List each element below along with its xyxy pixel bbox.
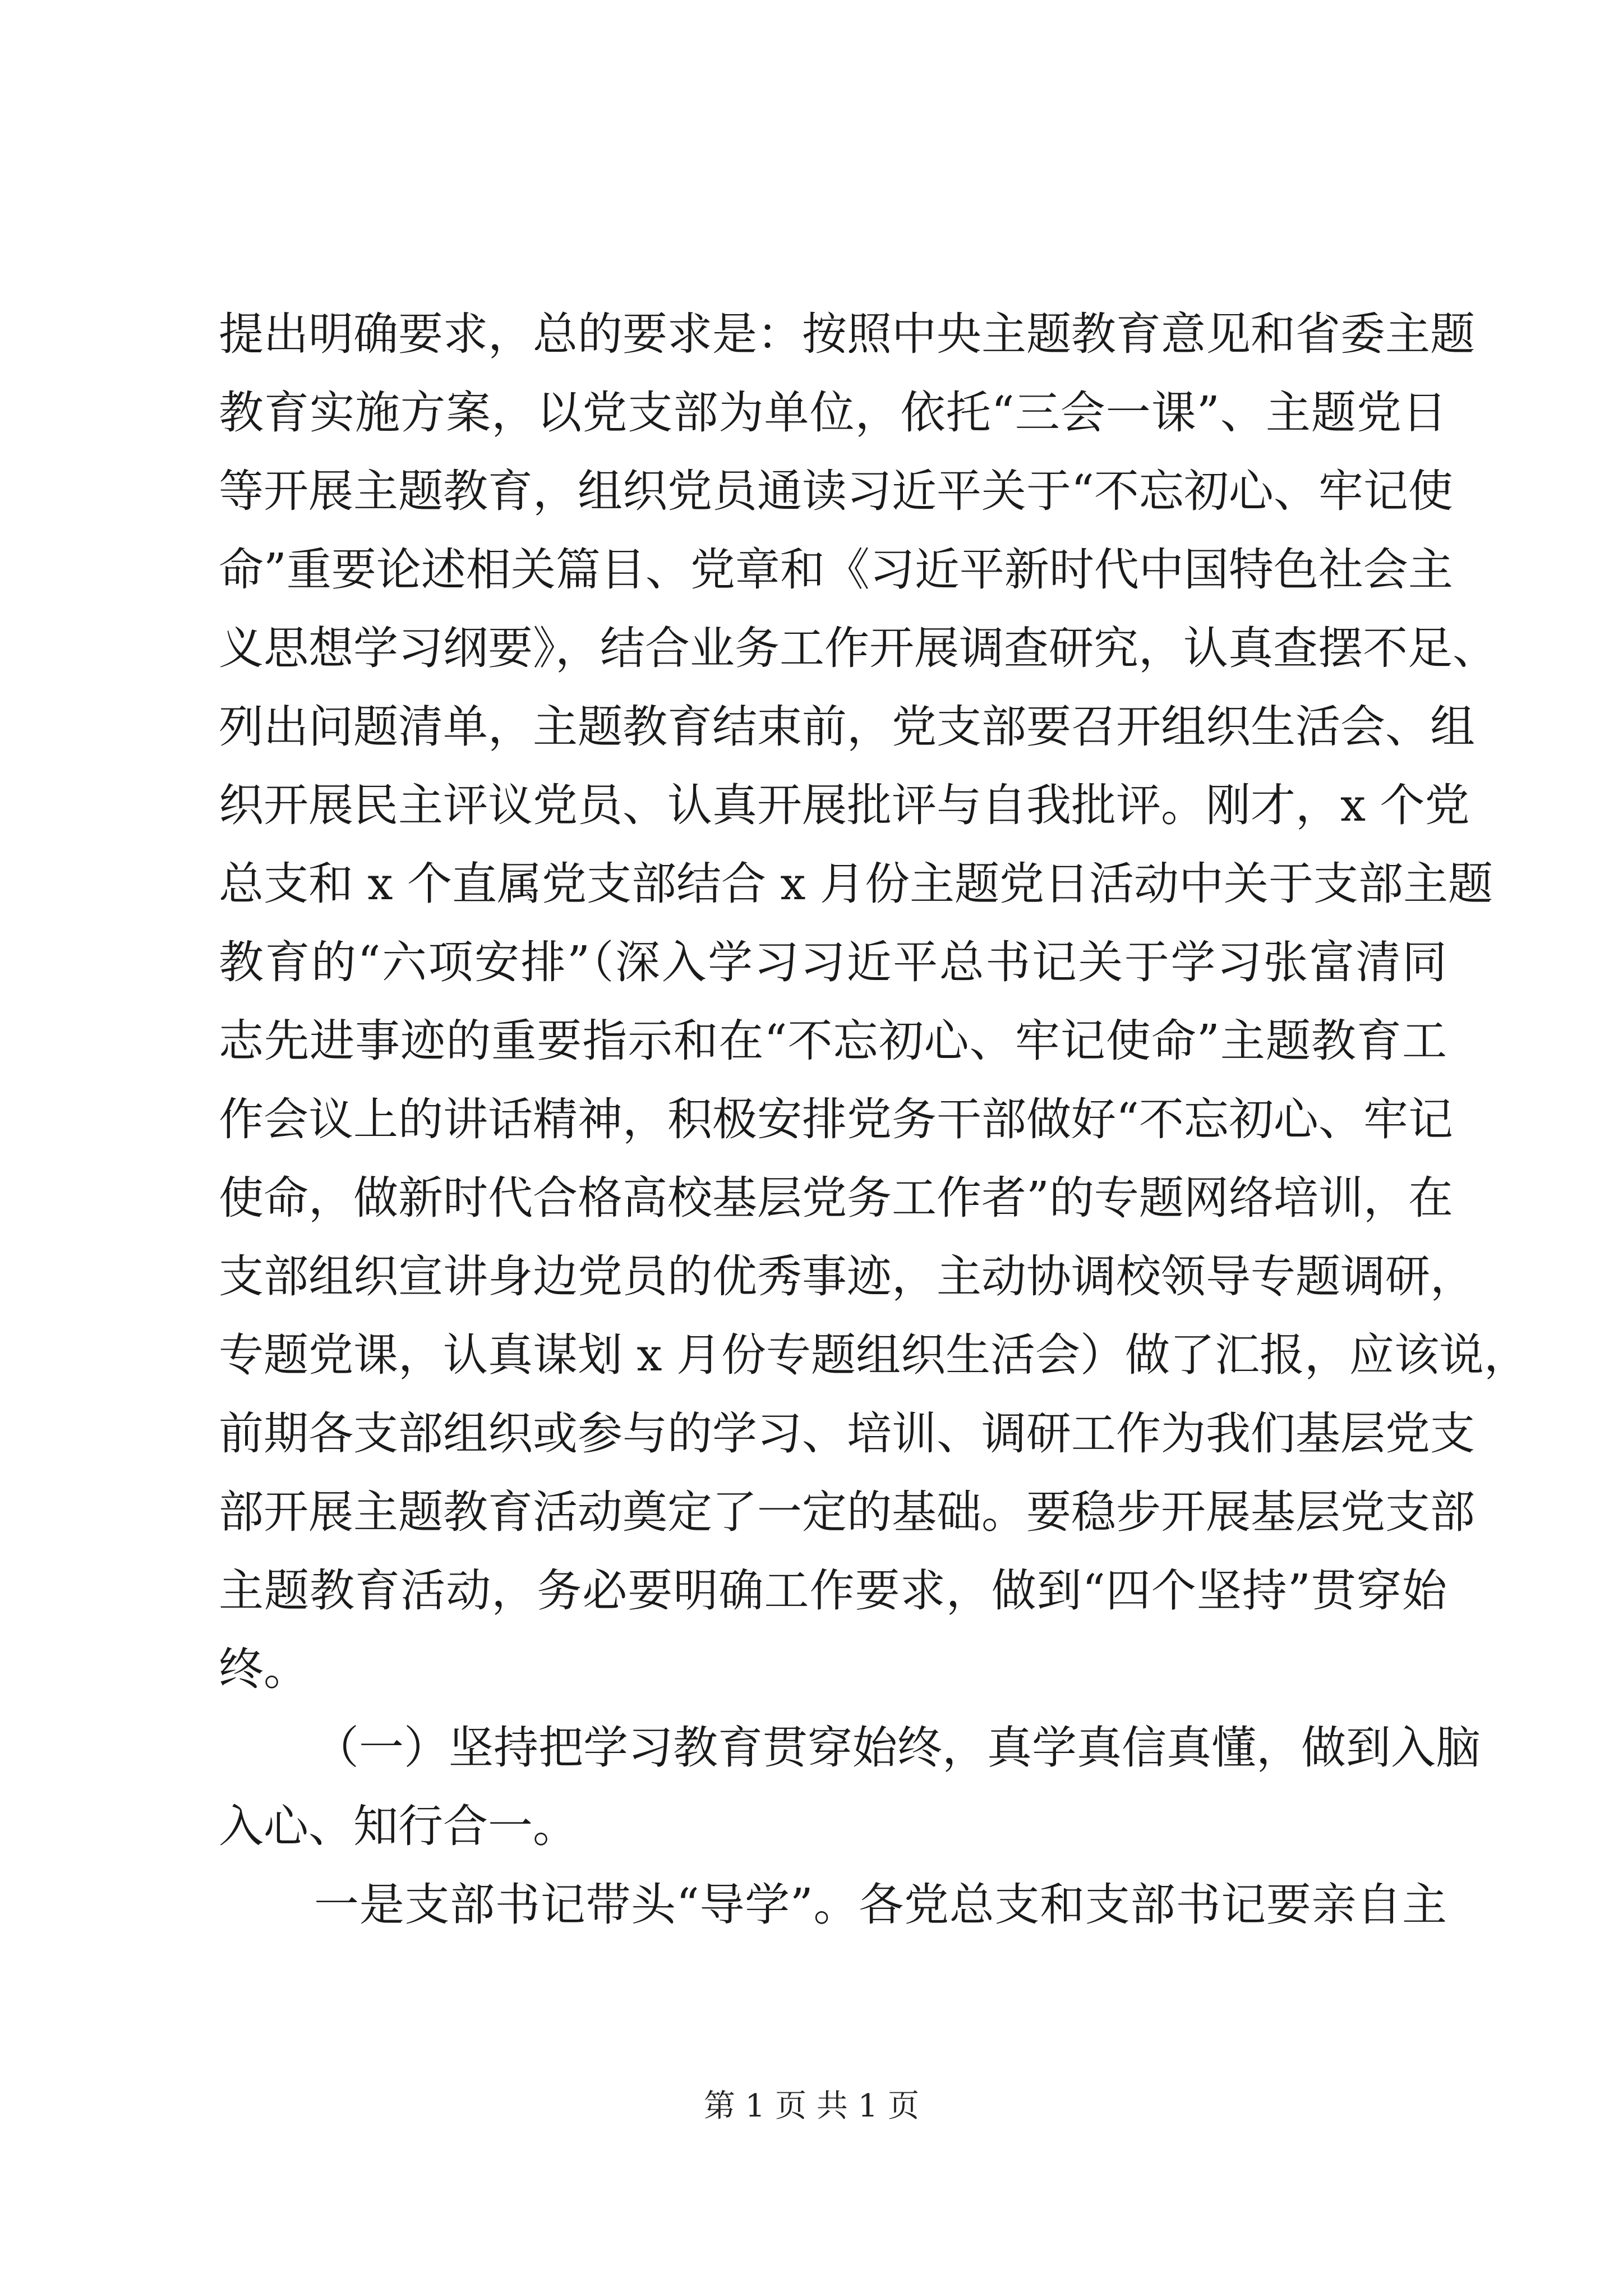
text-line-2: 教育实施方案，以党支部为单位，依托“三会一课”、主题党日 xyxy=(219,386,1447,439)
text-line-18: 终。 xyxy=(219,1643,308,1695)
text-line-11: 作会议上的讲话精神，积极安排党务干部做好“不忘初心、牢记 xyxy=(219,1093,1453,1145)
page-footer: 第 1 页 共 1 页 xyxy=(703,2088,920,2124)
text-line-13: 支部组织宣讲身边党员的优秀事迹，主动协调校领导专题调研， xyxy=(219,1250,1475,1303)
text-line-6: 列出问题清单，主题教育结束前，党支部要召开组织生活会、组 xyxy=(219,701,1475,753)
text-line-7: 织开展民主评议党员、认真开展批评与自我批评。刚才，x 个党 xyxy=(219,779,1470,831)
section-heading-line-2: 入心、知行合一。 xyxy=(219,1800,578,1852)
text-line-12: 使命，做新时代合格高校基层党务工作者”的专题网络培训，在 xyxy=(219,1172,1453,1224)
text-line-9: 教育的“六项安排”（深入学习习近平总书记关于学习张富清同 xyxy=(219,936,1447,988)
text-line-15: 前期各支部组织或参与的学习、培训、调研工作为我们基层党支 xyxy=(219,1407,1475,1460)
text-line-17: 主题教育活动，务必要明确工作要求，做到“四个坚持”贯穿始 xyxy=(219,1565,1447,1617)
text-line-21: 一是支部书记带头“导学”。各党总支和支部书记要亲自主 xyxy=(314,1879,1447,1931)
text-line-10: 志先进事迹的重要指示和在“不忘初心、牢记使命”主题教育工 xyxy=(219,1015,1447,1067)
text-line-5: 义思想学习纲要》，结合业务工作开展调查研究，认真查摆不足、 xyxy=(219,622,1497,674)
text-line-1: 提出明确要求，总的要求是：按照中央主题教育意见和省委主题 xyxy=(219,308,1475,360)
text-line-14: 专题党课，认真谋划 x 月份专题组织生活会）做了汇报，应该说， xyxy=(219,1329,1529,1381)
text-line-3: 等开展主题教育，组织党员通读习近平关于“不忘初心、牢记使 xyxy=(219,465,1453,517)
text-line-4: 命”重要论述相关篇目、党章和《习近平新时代中国特色社会主 xyxy=(219,544,1453,596)
section-heading-line-1: （一）坚持把学习教育贯穿始终，真学真信真懂，做到入脑 xyxy=(314,1722,1481,1774)
text-line-16: 部开展主题教育活动奠定了一定的基础。要稳步开展基层党支部 xyxy=(219,1486,1475,1538)
text-line-8: 总支和 x 个直属党支部结合 x 月份主题党日活动中关于支部主题 xyxy=(219,858,1493,910)
